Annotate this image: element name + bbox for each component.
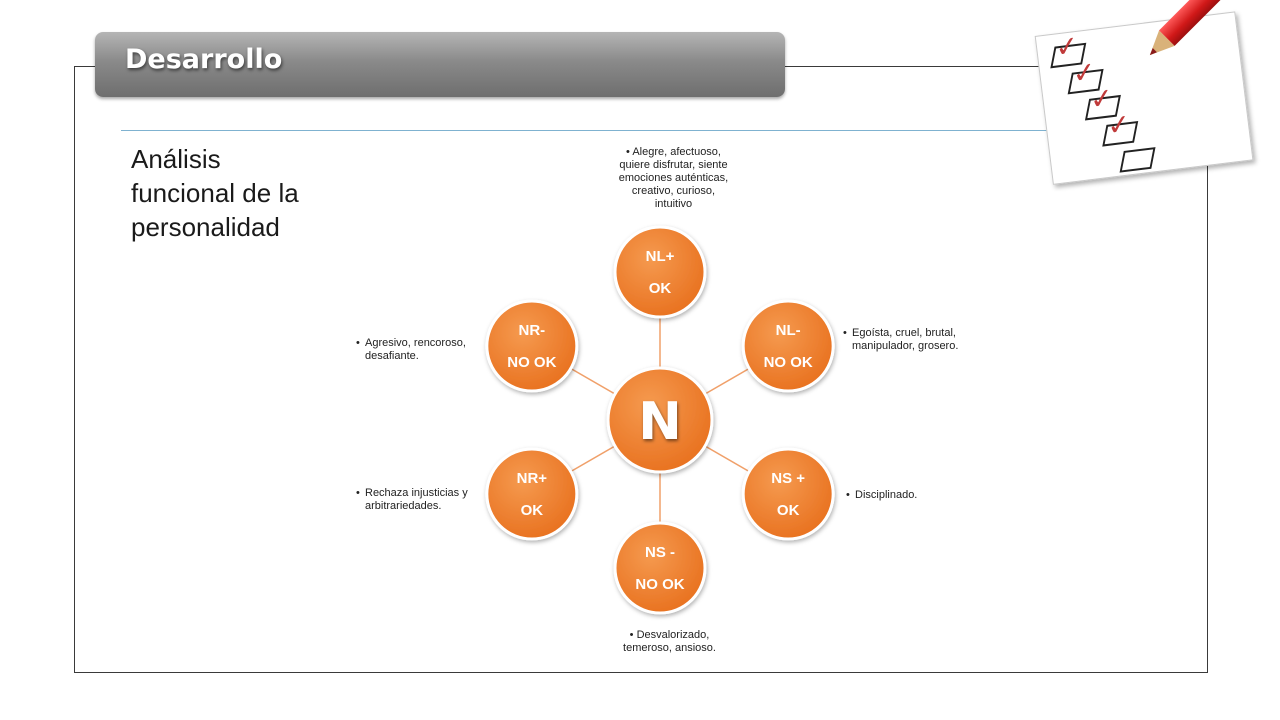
node-ns-minus	[615, 523, 705, 613]
node-label: NR+	[516, 470, 548, 487]
description-text: • Alegre, afectuoso, quiere disfrutar, siente emociones auténticas, creativo, curioso, intuitivo	[618, 146, 729, 210]
bullet-icon: •	[846, 489, 850, 501]
description-text: • Desvalorizado, temeroso, ansioso.	[623, 629, 716, 654]
node-label: NS -	[645, 544, 675, 561]
node-circle	[615, 523, 705, 613]
node-label: NL+	[645, 248, 675, 265]
description-text: Egoísta, cruel, brutal, manipulador, grosero.	[852, 327, 959, 352]
description-nr-plus	[356, 487, 488, 513]
description-nl-plus	[605, 146, 733, 211]
node-label: OK	[648, 280, 672, 297]
description-nr-minus	[356, 337, 486, 363]
node-nr-minus	[487, 301, 577, 391]
node-circle	[487, 301, 577, 391]
node-label: NS +	[771, 470, 806, 487]
node-circle	[487, 449, 577, 539]
node-circle	[743, 301, 833, 391]
bullet-icon: •	[843, 327, 847, 339]
bullet-icon: •	[356, 337, 360, 349]
node-ns-plus	[743, 449, 833, 539]
node-nl-minus	[743, 301, 833, 391]
slide-subtitle: Análisis funcional de la personalidad	[131, 144, 299, 242]
node-label: NO OK	[763, 354, 813, 371]
description-text: Agresivo, rencoroso, desafiante.	[365, 337, 466, 362]
description-ns-minus	[603, 629, 727, 655]
node-label: NO OK	[507, 354, 557, 371]
node-label: OK	[520, 502, 544, 519]
node-circle	[615, 227, 705, 317]
node-nr-plus	[487, 449, 577, 539]
center-label: N	[638, 392, 682, 452]
description-text: Rechaza injusticias y arbitrariedades.	[365, 487, 468, 512]
description-nl-minus	[843, 327, 983, 353]
bullet-icon: •	[356, 487, 360, 499]
node-nl-plus	[615, 227, 705, 317]
node-label: NR-	[518, 322, 546, 339]
node-circle	[743, 449, 833, 539]
description-text: Disciplinado.	[855, 489, 918, 501]
node-label: NL-	[775, 322, 801, 339]
check-mark-icon: ✓	[1070, 54, 1098, 91]
check-mark-icon: ✓	[1053, 28, 1081, 65]
check-mark-icon: ✓	[1087, 80, 1116, 117]
description-ns-plus	[846, 489, 966, 502]
check-mark-icon: ✓	[1105, 107, 1133, 143]
node-label: NO OK	[635, 576, 685, 593]
section-title: Desarrollo	[125, 44, 283, 75]
node-label: OK	[776, 502, 800, 519]
